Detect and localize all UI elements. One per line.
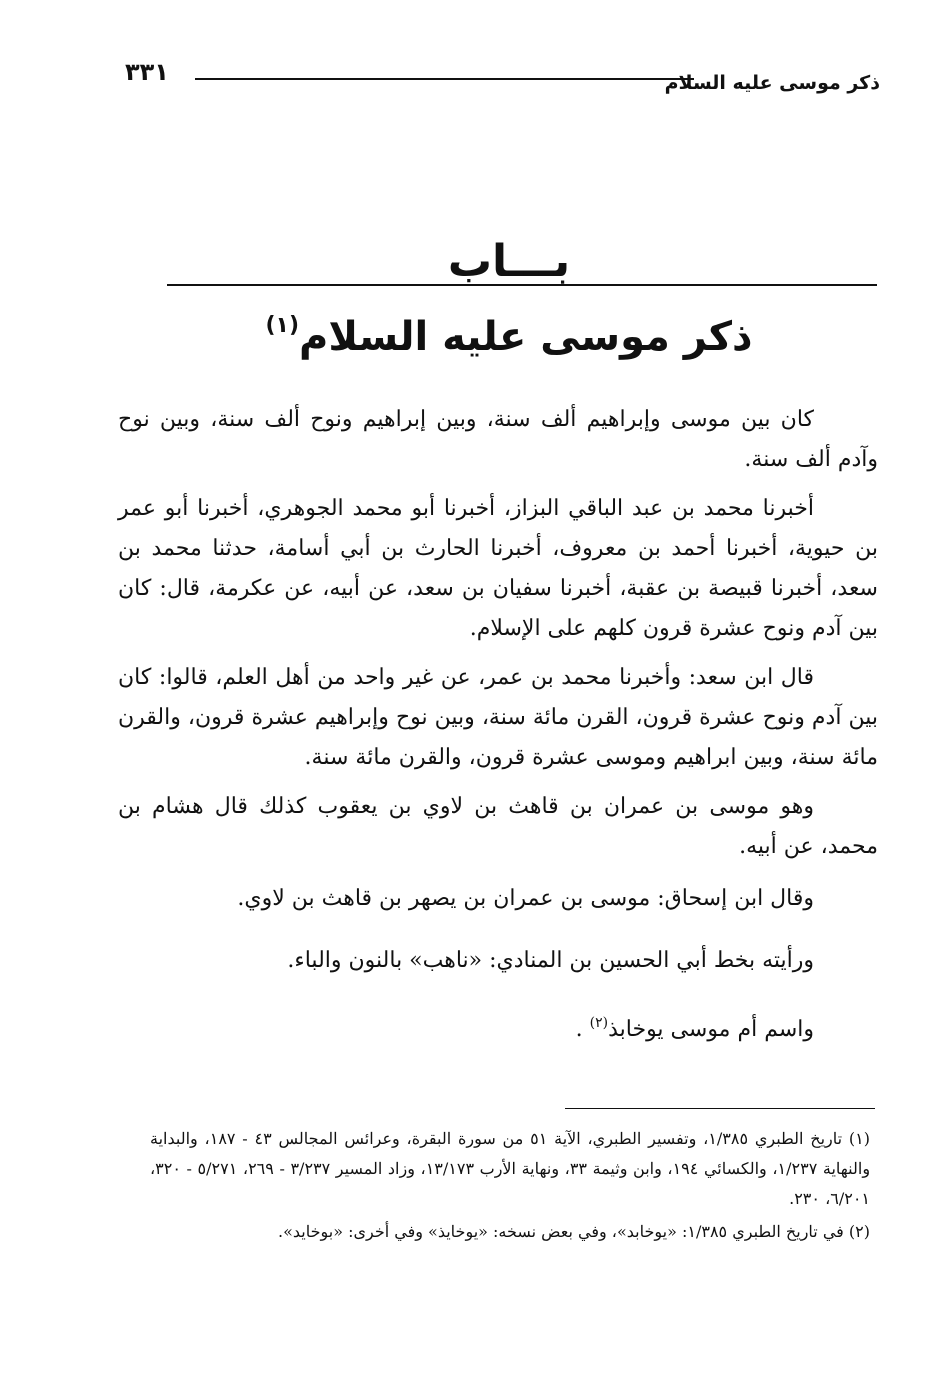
paragraph-7 bbox=[118, 1000, 878, 1053]
header-rule bbox=[195, 78, 694, 80]
body-text bbox=[118, 400, 878, 1069]
page-number: ٣٣١ bbox=[125, 58, 169, 86]
footnote-1: (١) تاريخ الطبري ١/٣٨٥، وتفسير الطبري، الآية ٥١ من سورة البقرة، وعرائس المجالس ٤٣ - ١٨٧، والبداية والنهاية ١/٢٣٧، والكسائي ١٩٤، وابن وثيمة ٣٣، ونهاية الأرب ١٣/١٧٣، وزاد المسير ٣/٢٣٧ - ٢٦٩، ٥/٢٧١ - ٣٢٠، ٦/٢٠١، ٢٣٠. bbox=[150, 1129, 871, 1208]
chapter-title bbox=[0, 300, 942, 363]
paragraph-7-end: . bbox=[575, 1017, 583, 1042]
heading-rule bbox=[167, 284, 877, 286]
paragraph-1: كان بين موسى وإبراهيم ألف سنة، وبين إبراهيم ونوح ألف سنة، وبين نوح وآدم ألف سنة. bbox=[118, 407, 878, 472]
running-title: ذكر موسى عليه السلام bbox=[664, 72, 880, 94]
chapter-title-text: ذكر موسى عليه السلام bbox=[299, 314, 753, 360]
paragraph-7-text: واسم أم موسى يوخابذ bbox=[608, 1017, 814, 1042]
paragraph-6: ورأيته بخط أبي الحسين بن المنادي: «ناهب» بالنون والباء. bbox=[287, 948, 814, 973]
bab-heading: بـــاب bbox=[447, 236, 571, 287]
running-header bbox=[125, 60, 880, 100]
paragraph-2: أخبرنا محمد بن عبد الباقي البزاز، أخبرنا أبو محمد الجوهري، أخبرنا أبو عمر بن حيوية، أخبرنا أحمد بن معروف، أخبرنا الحارث بن أبي أسامة، حدثنا محمد بن سعد، أخبرنا قبيصة بن عقبة، أخبرنا سفيان بن سعد، عن أبيه، عن عكرمة، قال: كان بين آدم ونوح عشرة قرون كلهم على الإسلام. bbox=[118, 496, 878, 641]
footnote-ref-1[interactable]: (١) bbox=[265, 313, 300, 338]
paragraph-5: وقال ابن إسحاق: موسى بن عمران بن يصهر بن قاهث بن لاوي. bbox=[237, 886, 814, 911]
paragraph-3: قال ابن سعد: وأخبرنا محمد بن عمر، عن غير واحد من أهل العلم، قالوا: كان بين آدم ونوح عشرة قرون، القرن مائة سنة، وبين نوح وإبراهيم عشرة قرون، والقرن مائة سنة، وبين ابراهيم وموسى عشرة قرون، والقرن مائة سنة. bbox=[118, 665, 878, 770]
footnote-2: (٢) في تاريخ الطبري ١/٣٨٥: «يوخابد»، وفي بعض نسخه: «يوخايذ» وفي أخرى: «بوخايد». bbox=[277, 1222, 870, 1241]
footnote-ref-2[interactable]: (٢) bbox=[589, 1015, 609, 1031]
footnotes bbox=[150, 1124, 870, 1250]
paragraph-4: وهو موسى بن عمران بن قاهث بن لاوي بن يعقوب كذلك قال هشام بن محمد، عن أبيه. bbox=[118, 794, 878, 859]
footnote-separator bbox=[565, 1108, 875, 1109]
